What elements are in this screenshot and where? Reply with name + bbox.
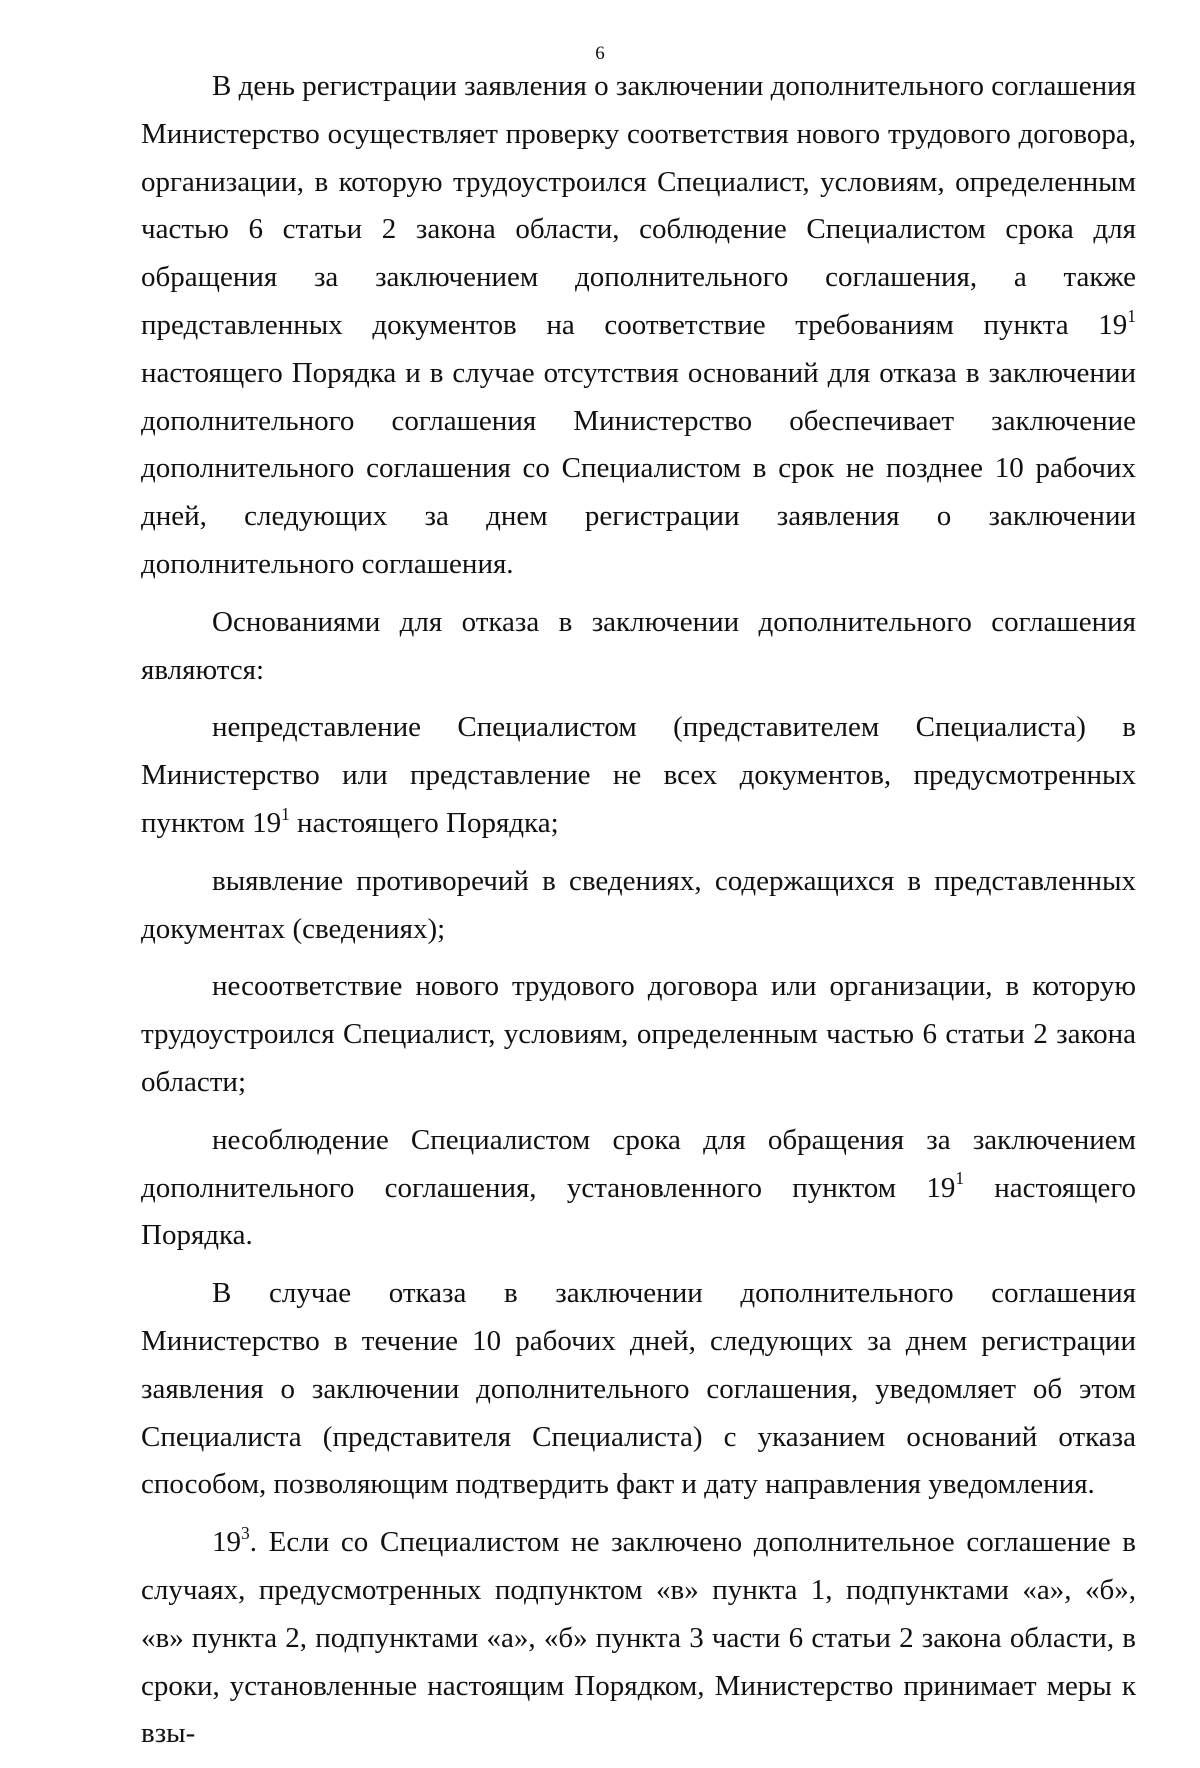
paragraph-ground-deadline (141, 1117, 1136, 1260)
paragraph-text: выявление противоречий в сведениях, содержащихся в представленных документах (сведениях); (141, 864, 1136, 945)
paragraph-text: непредставление Специалистом (представителем Специалиста) в Министерство или представление не всех документов, предусмотренных пунктом 19 (141, 711, 1136, 839)
paragraph-text: настоящего Порядка и в случае отсутствия оснований для отказа в заключении дополнительного соглашения Министерство обеспечивает заключение дополнительного соглашения со Специалистом в срок не позднее 10 рабочих дней, следующих за днем регистрации заявления о заключении дополнительного соглашения. (141, 356, 1136, 580)
superscript: 1 (1127, 305, 1136, 326)
paragraph-text: настоящего Порядка. (141, 1171, 1137, 1252)
paragraph-text: Основаниями для отказа в заключении дополнительного соглашения являются: (141, 605, 1136, 686)
page-number: 6 (595, 43, 605, 64)
document-body (141, 63, 1136, 1768)
paragraph-text: В случае отказа в заключении дополнительного соглашения Министерство в течение 10 рабочих дней, следующих за днем регистрации заявления о заключении дополнительного соглашения, уведомляет об этом Специалиста (представителя Специалиста) с указанием оснований отказа способом, позволяющим подтвердить факт и дату направления уведомления. (141, 1277, 1136, 1501)
paragraph-refusal-grounds (141, 599, 1136, 695)
paragraph-text: 19 (212, 1526, 241, 1559)
paragraph-text: В день регистрации заявления о заключении дополнительного соглашения Министерство осуществляет проверку соответствия нового трудового договора, организации, в которую трудоустроился Специалист, условиям, определенным частью 6 статьи 2 закона области, соблюдение Специалистом срока для обращения за заключением дополнительного соглашения, а также представленных документов на соответствие требованиям пункта 19 (141, 70, 1136, 341)
paragraph-text: несоблюдение Специалистом срока для обращения за заключением дополнительного соглашения, установленного пунктом 19 (141, 1123, 1136, 1204)
paragraph-refusal-notice (141, 1270, 1136, 1509)
superscript: 1 (281, 803, 290, 824)
paragraph-registration-check (141, 63, 1136, 589)
paragraph-ground-nonconformity (141, 963, 1136, 1106)
paragraph-text: . Если со Специалистом не заключено дополнительное соглашение в случаях, предусмотренных подпунктом «в» пункта 1, подпунктами «а», «б», «в» пункта 2, подпунктами «а», «б» пункта 3 части 6 статьи 2 закона области, в сроки, установленные настоящим Порядком, Министерство принимает меры к взы- (141, 1526, 1136, 1750)
paragraph-ground-contradictions (141, 858, 1136, 954)
superscript: 1 (955, 1168, 965, 1189)
paragraph-ground-nonsubmission (141, 704, 1136, 847)
superscript: 3 (241, 1522, 250, 1543)
paragraph-text: настоящего Порядка; (289, 806, 559, 839)
paragraph-item-19-3 (141, 1519, 1136, 1758)
paragraph-text: несоответствие нового трудового договора или организации, в которую трудоустроился Специалист, условиям, определенным частью 6 статьи 2 закона области; (141, 970, 1136, 1098)
